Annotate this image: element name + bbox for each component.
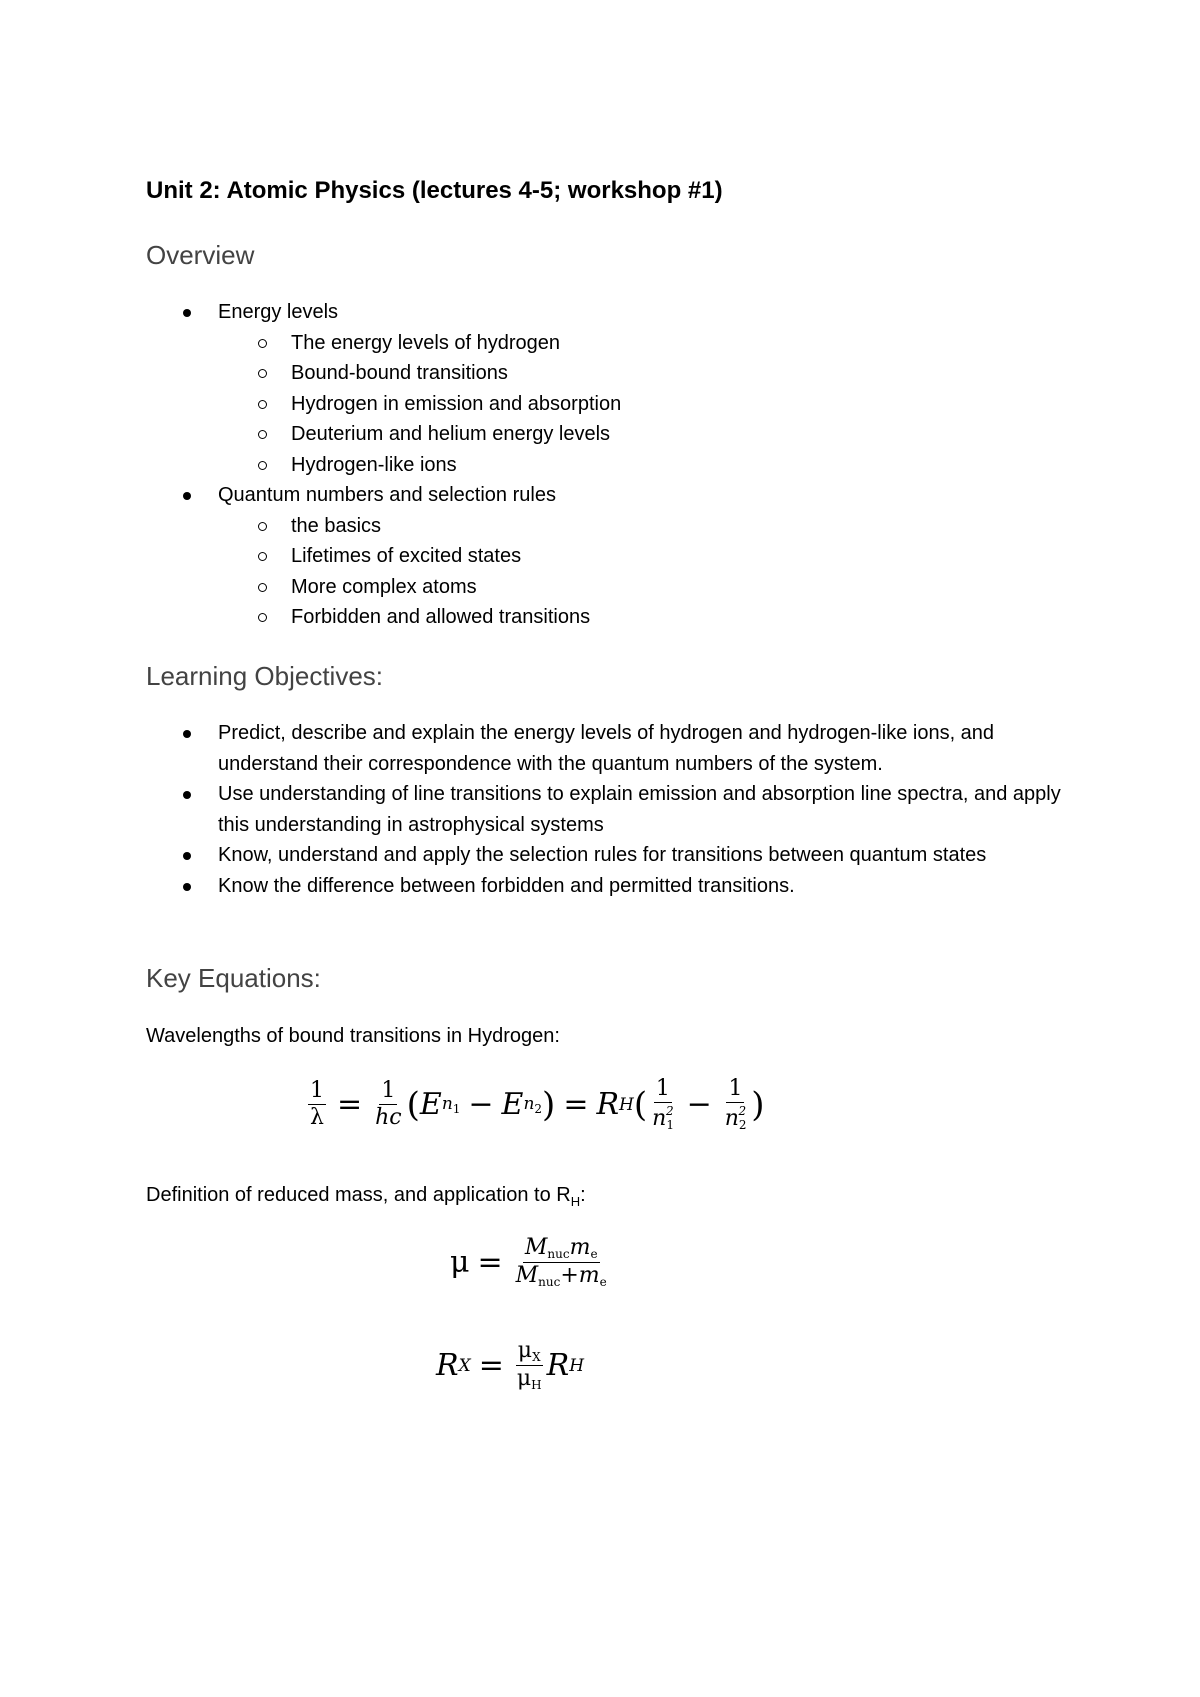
list-item: Predict, describe and explain the energy levels of hydrogen and hydrogen-like ions, and understand their correspondence with the quantum numbers of the system.: [146, 718, 1076, 779]
list-item: Use understanding of line transitions to explain emission and absorption line spectra, and apply this understanding in astrophysical systems: [146, 779, 1076, 840]
fraction: $\frac{\mu X}{\mu H}$: [516, 1338, 542, 1392]
list-item: Energy levels: [146, 297, 1146, 328]
objectives-heading: Learning Objectives:: [146, 661, 384, 691]
fraction: $\frac{1}{hc}$: [375, 1078, 402, 1130]
list-item: Quantum numbers and selection rules: [146, 480, 1146, 511]
list-subitem: Lifetimes of excited states: [146, 541, 1146, 572]
fraction: $\frac{1}{\lambda}$: [310, 1078, 324, 1130]
hollow-bullet-icon: [258, 583, 267, 592]
objectives-list: [146, 718, 1076, 901]
list-subitem: Hydrogen-like ions: [146, 450, 1146, 481]
bullet-icon: [183, 791, 191, 799]
list-subitem: Forbidden and allowed transitions: [146, 602, 1146, 633]
hollow-bullet-icon: [258, 461, 267, 470]
hollow-bullet-icon: [258, 369, 267, 378]
wavelength-label: Wavelengths of bound transitions in Hydrogen:: [146, 1025, 560, 1047]
bullet-icon: [183, 309, 191, 317]
hollow-bullet-icon: [258, 400, 267, 409]
list-subitem: Bound-bound transitions: [146, 358, 1146, 389]
list-subitem: Deuterium and helium energy levels: [146, 419, 1146, 450]
hollow-bullet-icon: [258, 613, 267, 622]
wavelength-equation: $\frac{1}{\lambda}$ = $\frac{1}{hc}$ ( E $n_1$ − E $n_2$ ) = R H ( $\frac{1}{n1^2}$ − $\frac{1}{n2^2}$ ): [310, 1076, 765, 1132]
overview-list: [146, 297, 1146, 633]
list-subitem: Hydrogen in emission and absorption: [146, 389, 1146, 420]
overview-heading: Overview: [146, 240, 255, 270]
list-item: Know the difference between forbidden and permitted transitions.: [146, 871, 1076, 902]
hollow-bullet-icon: [258, 339, 267, 348]
list-subitem: the basics: [146, 511, 1146, 542]
reduced-mass-equation: μ = $\frac{\text{Mnucme}}{\text{Mnuc+me}}$: [450, 1235, 607, 1289]
equations-heading: Key Equations:: [146, 963, 321, 993]
hollow-bullet-icon: [258, 430, 267, 439]
bullet-icon: [183, 883, 191, 891]
fraction: $\frac{1}{n1^2}$: [652, 1076, 674, 1132]
hollow-bullet-icon: [258, 552, 267, 561]
page-title: Unit 2: Atomic Physics (lectures 4-5; workshop #1): [146, 177, 723, 204]
list-subitem: The energy levels of hydrogen: [146, 328, 1146, 359]
bullet-icon: [183, 852, 191, 860]
rydberg-scaling-equation: R X = $\frac{\mu X}{\mu H}$ R H: [436, 1338, 585, 1392]
fraction: $\frac{1}{n2^2}$: [724, 1076, 747, 1132]
hollow-bullet-icon: [258, 522, 267, 531]
reduced-mass-label: Definition of reduced mass, and application to $R_H$:: [146, 1184, 586, 1209]
fraction: $\frac{\text{Mnucme}}{\text{Mnuc+me}}$: [515, 1235, 607, 1289]
bullet-icon: [183, 492, 191, 500]
list-item: Know, understand and apply the selection rules for transitions between quantum states: [146, 840, 1076, 871]
list-subitem: More complex atoms: [146, 572, 1146, 603]
bullet-icon: [183, 730, 191, 738]
